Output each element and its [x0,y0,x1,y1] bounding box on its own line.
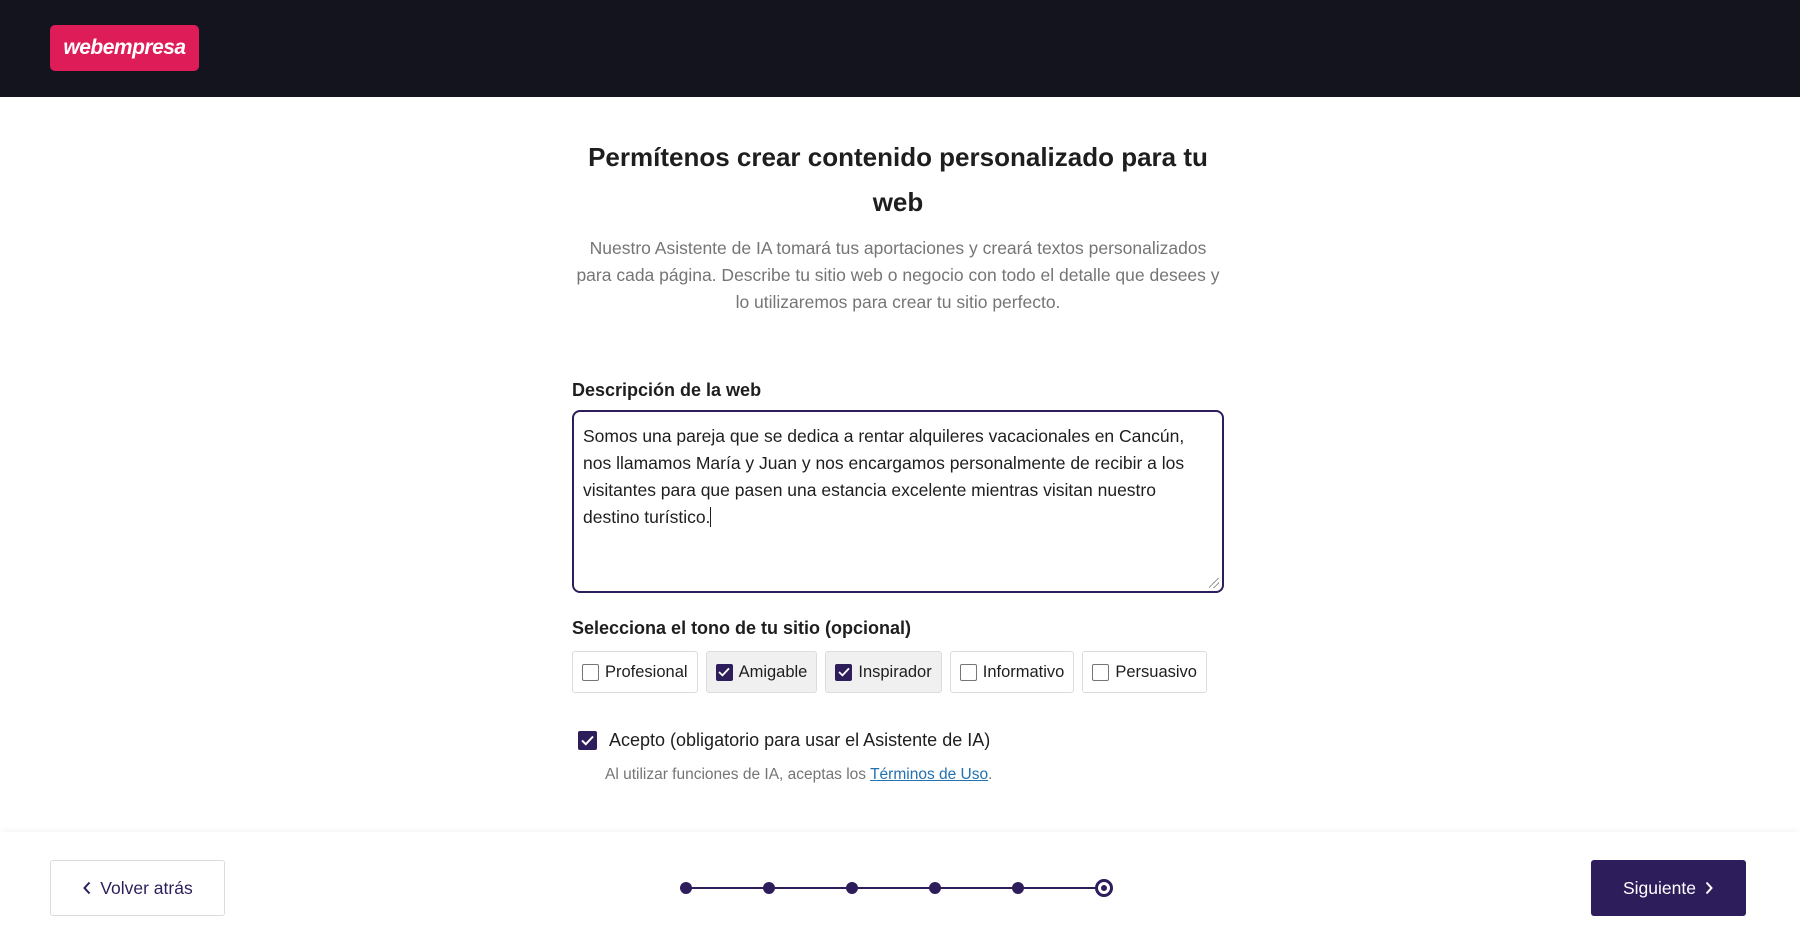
chevron-left-icon [82,881,92,895]
progress-step [929,882,941,894]
tone-checkbox[interactable] [835,664,852,681]
page-subtitle: Nuestro Asistente de IA tomará tus aportaciones y creará textos personalizados para cada página. Describe tu sitio web o negocio con todo el detalle que desees y lo utilizaremos para crear tu sitio perfecto. [576,238,1220,312]
tone-label-text: Inspirador [858,662,932,681]
checkmark-icon [718,667,730,677]
tone-label-text: Profesional [605,662,688,681]
logo-text: webempresa [63,36,186,59]
progress-step-current [1095,879,1113,897]
progress-step [1012,882,1024,894]
checkmark-icon [581,735,594,746]
accept-label: Acepto (obligatorio para usar el Asistente de IA) [609,730,991,750]
description-text: Somos una pareja que se dedica a rentar alquileres vacacionales en Cancún, nos llamamos María y Juan y nos encargamos personalmente de recibir a los visitantes para que pasen una estancia excelente mientras visitan nuestro destino turístico. [583,426,1185,527]
back-button[interactable] [50,860,225,916]
tone-checkbox[interactable] [1092,664,1109,681]
tone-option-amigable[interactable] [706,651,818,693]
terms-link[interactable]: Términos de Uso [870,766,989,783]
tone-label-text: Amigable [738,662,808,681]
tone-label-text: Informativo [982,662,1065,681]
chevron-right-icon [1704,881,1714,895]
top-bar [0,0,1800,97]
description-textarea[interactable] [572,410,1224,593]
progress-step [680,882,692,894]
tone-option-profesional[interactable] [572,651,698,693]
form-container [572,97,1224,783]
tone-checkbox[interactable] [716,664,733,681]
terms-prefix: Al utilizar funciones de IA, aceptas los [605,766,871,783]
progress-line [686,887,1110,889]
progress-steps [680,878,1120,898]
tone-label: Selecciona el tono de tu sitio (opcional) [572,618,912,638]
tone-options [572,651,1207,693]
resize-handle-icon[interactable] [1209,578,1219,588]
checkmark-icon [838,667,850,677]
tone-option-inspirador[interactable] [825,651,941,693]
terms-notice [605,766,992,784]
main-content [0,97,1800,832]
accept-checkbox[interactable] [578,731,597,750]
back-label: Volver atrás [100,877,193,898]
footer-bar [0,832,1800,943]
terms-suffix: . [988,766,993,783]
tone-checkbox[interactable] [960,664,977,681]
progress-step [846,882,858,894]
tone-option-persuasivo[interactable] [1082,651,1207,693]
text-caret [710,507,711,527]
next-button[interactable] [1591,860,1746,916]
tone-label-text: Persuasivo [1115,662,1197,681]
tone-option-informativo[interactable] [950,651,1075,693]
description-label: Descripción de la web [572,380,762,400]
progress-step [763,882,775,894]
webempresa-logo[interactable] [50,25,199,71]
accept-row[interactable] [578,730,990,751]
page-title: Permítenos crear contenido personalizado para tu web [588,142,1208,217]
tone-checkbox[interactable] [582,664,599,681]
next-label: Siguiente [1623,877,1696,898]
